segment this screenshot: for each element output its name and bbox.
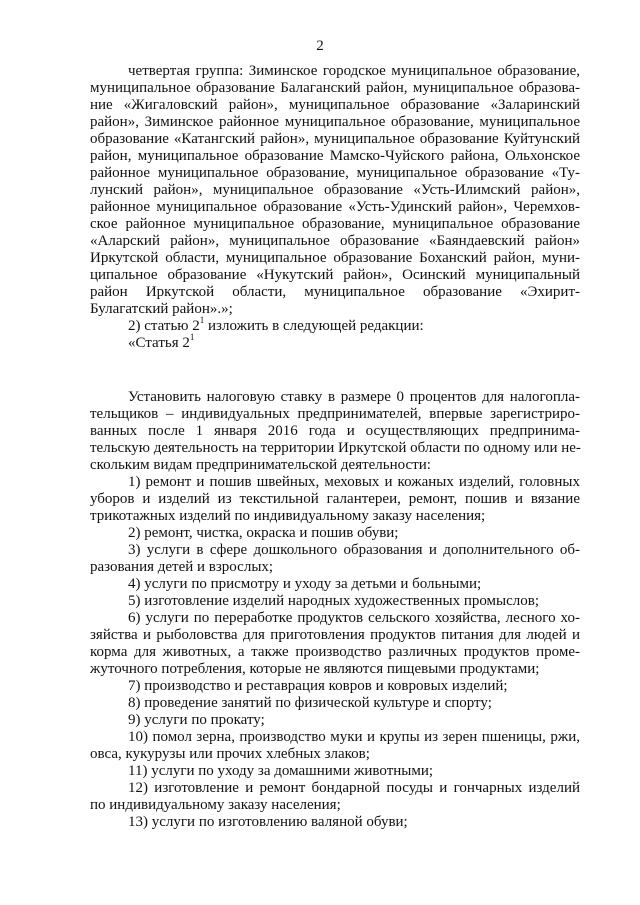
text-line-content: 1) ремонт и пошив швейных, меховых и кожаных изделий, головных [128, 474, 580, 490]
text-line-content: корма для животных, а также производство различных продуктов проме- [90, 644, 580, 660]
text-line [90, 267, 580, 284]
text-line-content: Булагатский район».»; [90, 301, 233, 317]
text-line [90, 406, 580, 423]
text-line [90, 508, 580, 525]
text-line-content: образование «Катангский район», муниципальное образование Куйтунский [90, 131, 580, 147]
paragraph-gap [90, 352, 580, 389]
document-body [90, 63, 580, 831]
text-line-content: трикотажных изделий по индивидуальному заказу населения; [90, 508, 486, 524]
text-line-content: ципальное образование «Нукутский район», Осинский муниципальный [90, 267, 580, 283]
text-line-content: Иркутской области, муниципальное образование Боханский район, муни- [90, 250, 580, 266]
text-line [90, 695, 580, 712]
text-line-content: район, муниципальное образование Мамско-Чуйского района, Ольхонское [90, 148, 580, 164]
text-line-content: уборов и изделий из текстильной галантереи, ремонт, пошив и вязание [90, 491, 580, 507]
text-line [90, 440, 580, 457]
text-line [90, 593, 580, 610]
text-line-content: 13) услуги по изготовлению валяной обуви; [128, 814, 408, 830]
text-line [90, 491, 580, 508]
text-line [90, 148, 580, 165]
text-line-content: «Аларский район», муниципальное образование «Баяндаевский район» [90, 233, 580, 249]
text-line [90, 389, 580, 406]
text-line-content: ванных после 1 января 2016 года и осуществляющих предпринима- [90, 423, 580, 439]
text-line [90, 559, 580, 576]
text-line [90, 661, 580, 678]
text-line [90, 284, 580, 301]
text-line-content: скольким видам предпринимательской деятельности: [90, 457, 431, 473]
text-line-content: 9) услуги по прокату; [128, 712, 265, 728]
text-line [90, 250, 580, 267]
text-line [90, 332, 580, 352]
text-line [90, 763, 580, 780]
text-line-content: по индивидуальному заказу населения; [90, 797, 341, 813]
text-line-content: 6) услуги по переработке продуктов сельского хозяйства, лесного хо- [128, 610, 580, 626]
text-line [90, 63, 580, 80]
text-line [90, 678, 580, 695]
text-line [90, 165, 580, 182]
text-line [90, 216, 580, 233]
text-line [90, 644, 580, 661]
text-line-content: 11) услуги по уходу за домашними животными; [128, 763, 434, 779]
text-line [90, 301, 580, 318]
text-line-continuation: изложить в следующей редакции: [204, 318, 424, 334]
text-line [90, 233, 580, 250]
text-line [90, 97, 580, 114]
text-line [90, 80, 580, 97]
text-line-content: четвертая группа: Зиминское городское муниципальное образование, [128, 63, 580, 79]
text-line-content: район Иркутской области, муниципальное образование «Эхирит- [90, 284, 580, 300]
text-line [90, 114, 580, 131]
text-line-content: 12) изготовление и ремонт бондарной посуды и гончарных изделий [128, 780, 580, 796]
text-line [90, 729, 580, 746]
text-line [90, 423, 580, 440]
text-line-content: разования детей и взрослых; [90, 559, 274, 575]
text-line-content: жуточного потребления, которые не являются пищевыми продуктами; [90, 661, 540, 677]
text-line [90, 610, 580, 627]
text-line-content: овса, кукурузы или прочих хлебных злаков; [90, 746, 370, 762]
text-line [90, 474, 580, 491]
text-line [90, 542, 580, 559]
text-line [90, 199, 580, 216]
text-line-content: 2) статью 2 [128, 318, 200, 334]
text-line [90, 576, 580, 593]
text-line [90, 182, 580, 199]
text-line-content: 8) проведение занятий по физической культуре и спорту; [128, 695, 492, 711]
text-line-content: тельщиков – индивидуальных предпринимателей, впервые зарегистриро- [90, 406, 580, 422]
text-line [90, 457, 580, 474]
text-line [90, 131, 580, 148]
text-line-content: лунский район», муниципальное образование «Усть-Илимский район», [90, 182, 580, 198]
text-line [90, 746, 580, 763]
superscript: 1 [199, 315, 205, 325]
text-line-content: 4) услуги по присмотру и уходу за детьми и больными; [128, 576, 482, 592]
text-line-content: 5) изготовление изделий народных художественных промыслов; [128, 593, 540, 609]
text-line-content: 7) производство и реставрация ковров и ковровых изделий; [128, 678, 508, 694]
text-line-content: ние «Жигаловский район», муниципальное образование «Заларинский [90, 97, 580, 113]
text-line-content: 3) услуги в сфере дошкольного образования и дополнительного об- [128, 542, 580, 558]
text-line-content: «Статья 2 [128, 335, 190, 351]
text-line-content: районное муниципальное образование, муниципальное образование «Ту- [90, 165, 580, 181]
text-line-content: Установить налоговую ставку в размере 0 процентов для налогопла- [128, 389, 580, 405]
text-line-content: 10) помол зерна, производство муки и крупы из зерен пшеницы, ржи, [128, 729, 580, 745]
text-line-content: 2) ремонт, чистка, окраска и пошив обуви; [128, 525, 399, 541]
superscript: 1 [189, 332, 195, 342]
text-line-content: муниципальное образование Балаганский район, муниципальное образова- [90, 80, 580, 96]
text-line [90, 797, 580, 814]
text-line-content: район», Зиминское районное муниципальное образование, муниципальное [90, 114, 580, 130]
text-line [90, 627, 580, 644]
text-line [90, 712, 580, 729]
text-line-content: ское районное муниципальное образование, муниципальное образование [90, 216, 580, 232]
page-number: 2 [316, 38, 324, 54]
text-line-content: тельскую деятельность на территории Иркутской области по одному или не- [90, 440, 581, 456]
text-line [90, 780, 580, 797]
text-line-content: зяйства и рыболовства для приготовления продуктов питания для людей и [90, 627, 580, 643]
text-line [90, 315, 580, 335]
text-line [90, 525, 580, 542]
text-line [90, 814, 580, 831]
text-line-content: районное муниципальное образование «Усть-Удинский район», Черемхов- [90, 199, 580, 215]
